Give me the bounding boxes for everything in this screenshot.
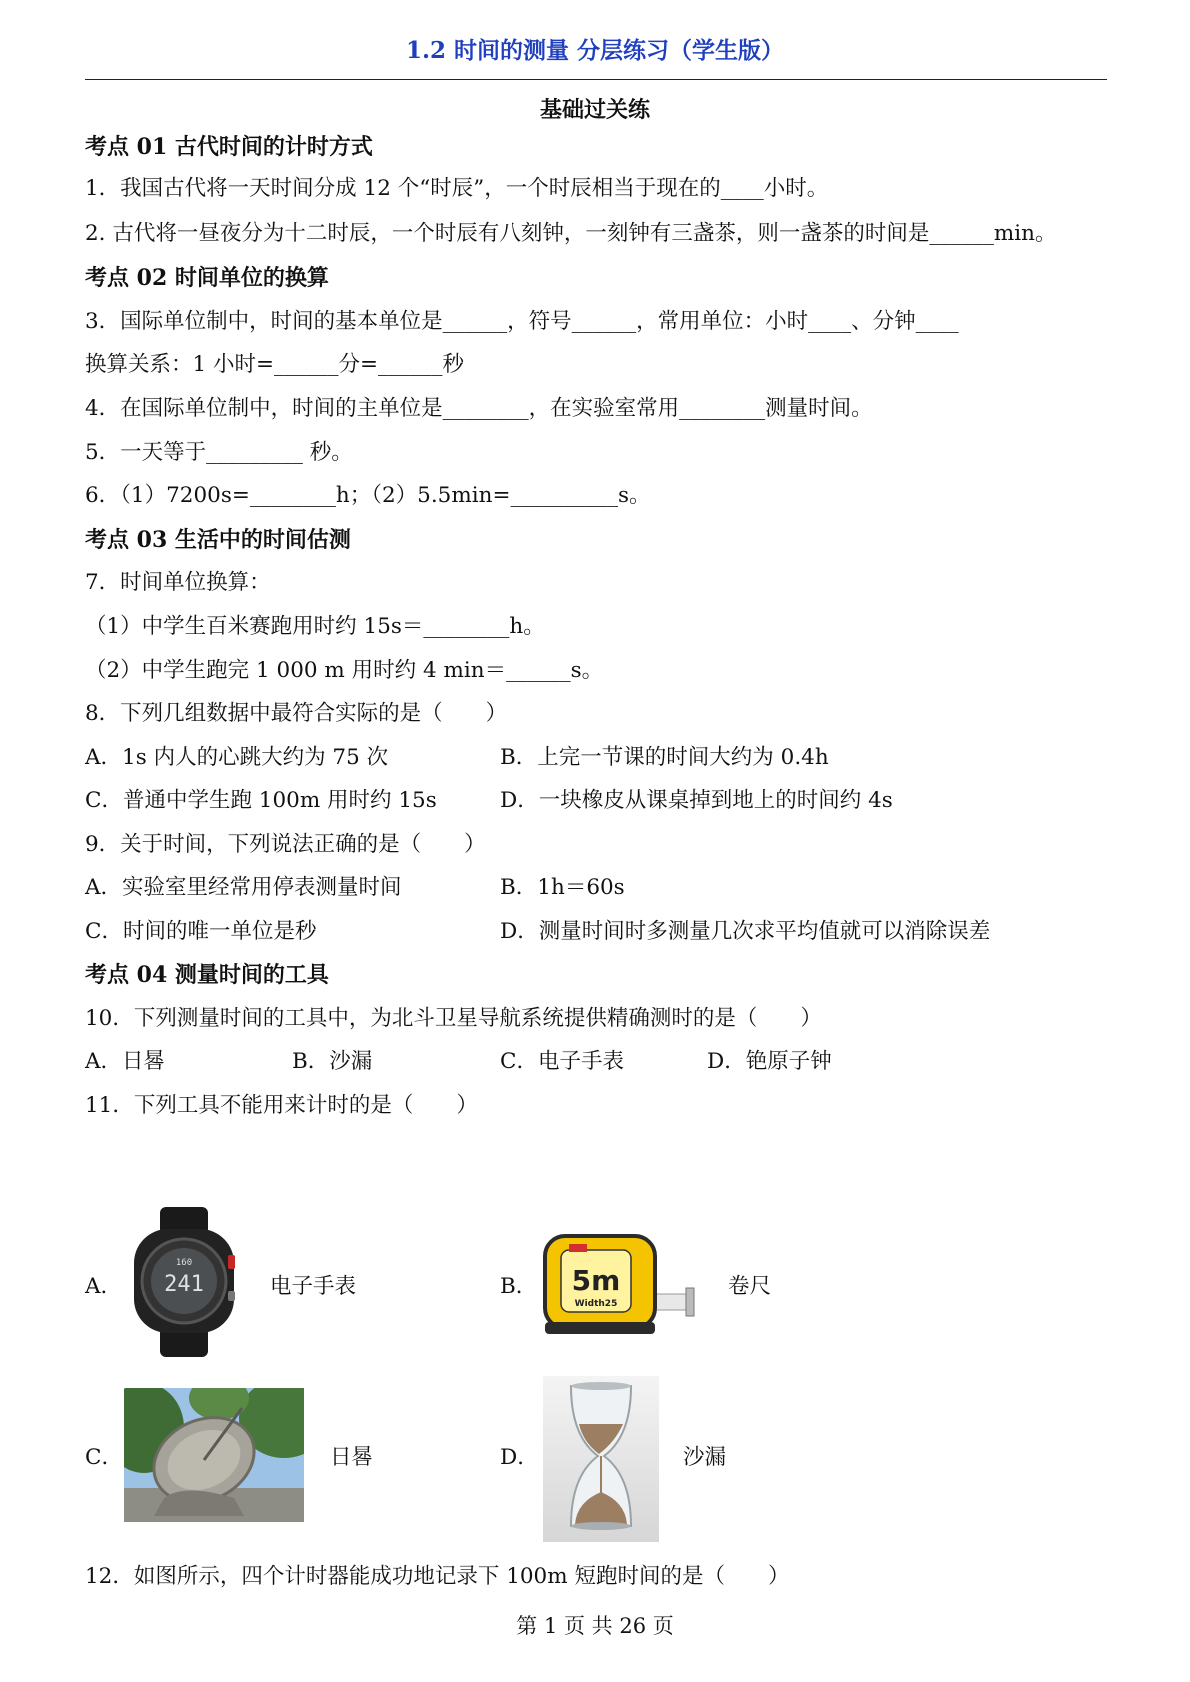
question-5: 5．一天等于_________ 秒。 — [85, 440, 353, 465]
topic-heading-01: 考点 01 古代时间的计时方式 — [85, 134, 373, 160]
topic-heading-03: 考点 03 生活中的时间估测 — [85, 527, 351, 553]
question-11-option-b-label: 卷尺 — [728, 1274, 772, 1299]
question-4: 4．在国际单位制中，时间的主单位是________，在实验室常用________测量时间。 — [85, 396, 873, 421]
question-10-option-b: B．沙漏 — [292, 1049, 373, 1074]
question-11: 11．下列工具不能用来计时的是（ ） — [85, 1093, 478, 1118]
question-7-part-2: （2）中学生跑完 1 000 m 用时约 4 min＝______s。 — [85, 658, 604, 683]
question-8-option-d: D．一块橡皮从课桌掉到地上的时间约 4s — [500, 788, 893, 813]
question-9-option-a: A．实验室里经常用停表测量时间 — [85, 875, 402, 900]
question-3: 3．国际单位制中，时间的基本单位是______，符号______，常用单位：小时____、分钟____ — [85, 309, 959, 334]
question-11-option-c-label: 日晷 — [330, 1445, 374, 1470]
question-11-option-a-letter: A． — [85, 1274, 123, 1299]
question-6: 6．（1）7200s=________h；（2）5.5min=__________s。 — [85, 483, 651, 508]
question-11-option-c-letter: C． — [85, 1445, 123, 1470]
question-10-option-a: A．日晷 — [85, 1049, 166, 1074]
header-divider — [85, 79, 1107, 80]
question-9: 9．关于时间，下列说法正确的是（ ） — [85, 832, 486, 857]
question-12: 12．如图所示，四个计时器能成功地记录下 100m 短跑时间的是（ ） — [85, 1564, 790, 1589]
question-8-option-a: A．1s 内人的心跳大约为 75 次 — [85, 745, 389, 770]
watch-main-readout: 241 — [164, 1272, 204, 1297]
tape-width-label: Width25 — [574, 1299, 618, 1309]
question-11-option-a-label: 电子手表 — [270, 1274, 357, 1299]
question-9-option-c: C．时间的唯一单位是秒 — [85, 919, 317, 944]
electronic-watch-image — [128, 1207, 240, 1357]
question-10: 10．下列测量时间的工具中，为北斗卫星导航系统提供精确测时的是（ ） — [85, 1006, 822, 1031]
sundial-image — [124, 1388, 304, 1522]
question-3-conversion: 换算关系：1 小时=______分=______秒 — [85, 352, 465, 377]
page-footer: 第 1 页 共 26 页 — [516, 1614, 674, 1638]
topic-heading-04: 考点 04 测量时间的工具 — [85, 962, 329, 988]
question-11-option-d-letter: D． — [500, 1445, 539, 1470]
tape-measure-image — [541, 1232, 701, 1340]
section-title: 基础过关练 — [539, 97, 650, 123]
question-10-option-c: C．电子手表 — [500, 1049, 624, 1074]
question-8-option-b: B．上完一节课的时间大约为 0.4h — [500, 745, 829, 770]
watch-top-readout: 160 — [175, 1258, 193, 1268]
question-10-option-d: D．铯原子钟 — [707, 1049, 832, 1074]
question-11-option-d-label: 沙漏 — [683, 1445, 727, 1470]
hourglass-image — [543, 1376, 659, 1542]
question-11-option-b-letter: B． — [500, 1274, 538, 1299]
question-1: 1．我国古代将一天时间分成 12 个“时辰”，一个时辰相当于现在的____小时。 — [85, 176, 829, 201]
question-9-option-d: D．测量时间时多测量几次求平均值就可以消除误差 — [500, 919, 991, 944]
question-2: 2. 古代将一昼夜分为十二时辰，一个时辰有八刻钟，一刻钟有三盏茶，则一盏茶的时间是______min。 — [85, 221, 1057, 246]
topic-heading-02: 考点 02 时间单位的换算 — [85, 265, 329, 291]
tape-size-label: 5m — [571, 1264, 621, 1297]
question-7-part-1: （1）中学生百米赛跑用时约 15s＝________h。 — [85, 614, 545, 639]
question-7: 7．时间单位换算： — [85, 570, 271, 595]
question-8-option-c: C．普通中学生跑 100m 用时约 15s — [85, 788, 437, 813]
document-title: 1.2 时间的测量 分层练习（学生版） — [405, 37, 785, 64]
question-8: 8．下列几组数据中最符合实际的是（ ） — [85, 701, 508, 726]
question-9-option-b: B．1h＝60s — [500, 875, 625, 900]
